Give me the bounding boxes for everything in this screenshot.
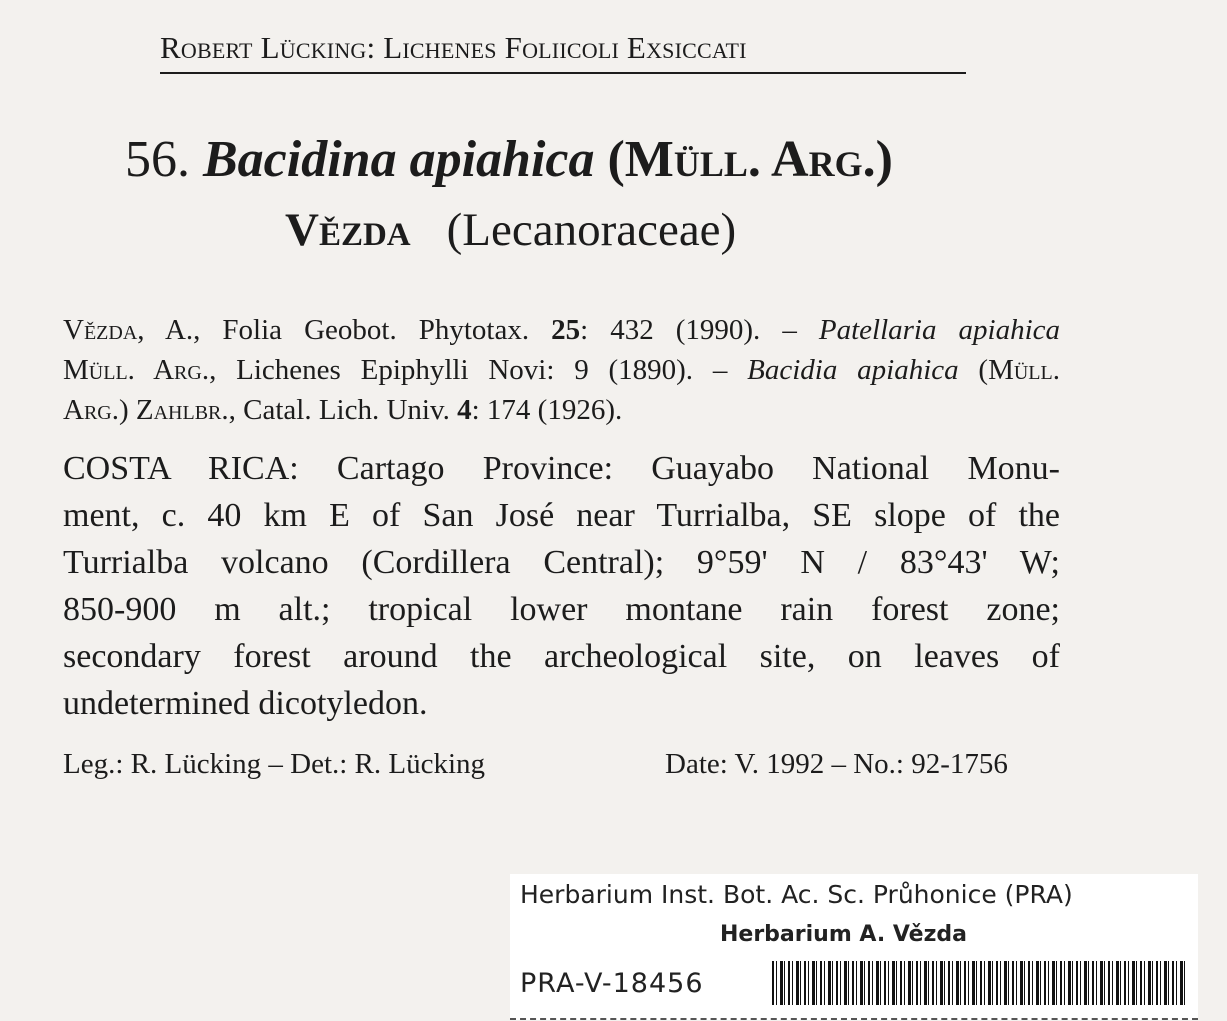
volume: 25	[551, 314, 581, 346]
barcode	[772, 961, 1188, 1005]
author-name: Vězda	[63, 314, 138, 346]
combination-author: Vězda	[285, 204, 411, 256]
locality-description	[63, 445, 1060, 727]
exsiccata-number: 56.	[125, 131, 190, 188]
locality-line: undetermined dicotyledon.	[63, 685, 428, 722]
synonym: Patellaria apiahica	[818, 314, 1060, 346]
date-number: Date: V. 1992 – No.: 92-1756	[665, 748, 1008, 780]
locality-line: COSTA RICA: Cartago Province: Guayabo National Monu-	[63, 450, 1060, 487]
locality-line: ment, c. 40 km E of San José near Turrialba, SE slope of the	[63, 497, 1060, 534]
series-title: Robert Lücking: Lichenes Foliicoli Exsiccati	[160, 30, 747, 65]
citation-text: , Catal. Lich. Univ.	[228, 394, 458, 426]
citation-text: , A., Folia Geobot. Phytotax.	[137, 314, 552, 346]
author-name: Arg.) Zahlbr.	[63, 394, 229, 426]
herbarium-label	[510, 874, 1198, 1020]
specimen-id: PRA-V-18456	[520, 968, 704, 999]
basionym-author: (Müll. Arg.)	[607, 131, 893, 188]
species-title-line2	[285, 203, 736, 257]
bibliography-line	[63, 310, 1060, 350]
citation-text: : 174 (1926).	[471, 394, 623, 426]
citation-text: , Lichenes Epiphylli Novi: 9 (1890). –	[209, 354, 748, 386]
citation-text: : 432 (1990). –	[580, 314, 819, 346]
species-name: Bacidina apiahica	[203, 131, 595, 188]
bibliography-line	[63, 350, 1060, 390]
species-title-line1	[125, 130, 893, 189]
locality-line: Turrialba volcano (Cordillera Central); 9°59' N / 83°43' W;	[63, 544, 1060, 581]
synonym: Bacidia apiahica	[747, 354, 959, 386]
family-name: (Lecanoraceae)	[446, 204, 737, 256]
locality-line: 850-900 m alt.; tropical lower montane rain forest zone;	[63, 591, 1060, 628]
collector-determiner: Leg.: R. Lücking – Det.: R. Lücking	[63, 748, 486, 780]
bibliography-line	[63, 390, 1060, 430]
herbarium-institution: Herbarium Inst. Bot. Ac. Sc. Průhonice (PRA)	[520, 880, 1073, 909]
locality-line: secondary forest around the archeological site, on leaves of	[63, 638, 1060, 675]
bibliography	[63, 310, 1060, 430]
herbarium-collection: Herbarium A. Vězda	[720, 922, 968, 947]
author-name: Müll. Arg.	[63, 354, 210, 386]
series-underline	[160, 72, 966, 74]
author-name: (Müll.	[958, 354, 1060, 386]
volume: 4	[457, 394, 472, 426]
